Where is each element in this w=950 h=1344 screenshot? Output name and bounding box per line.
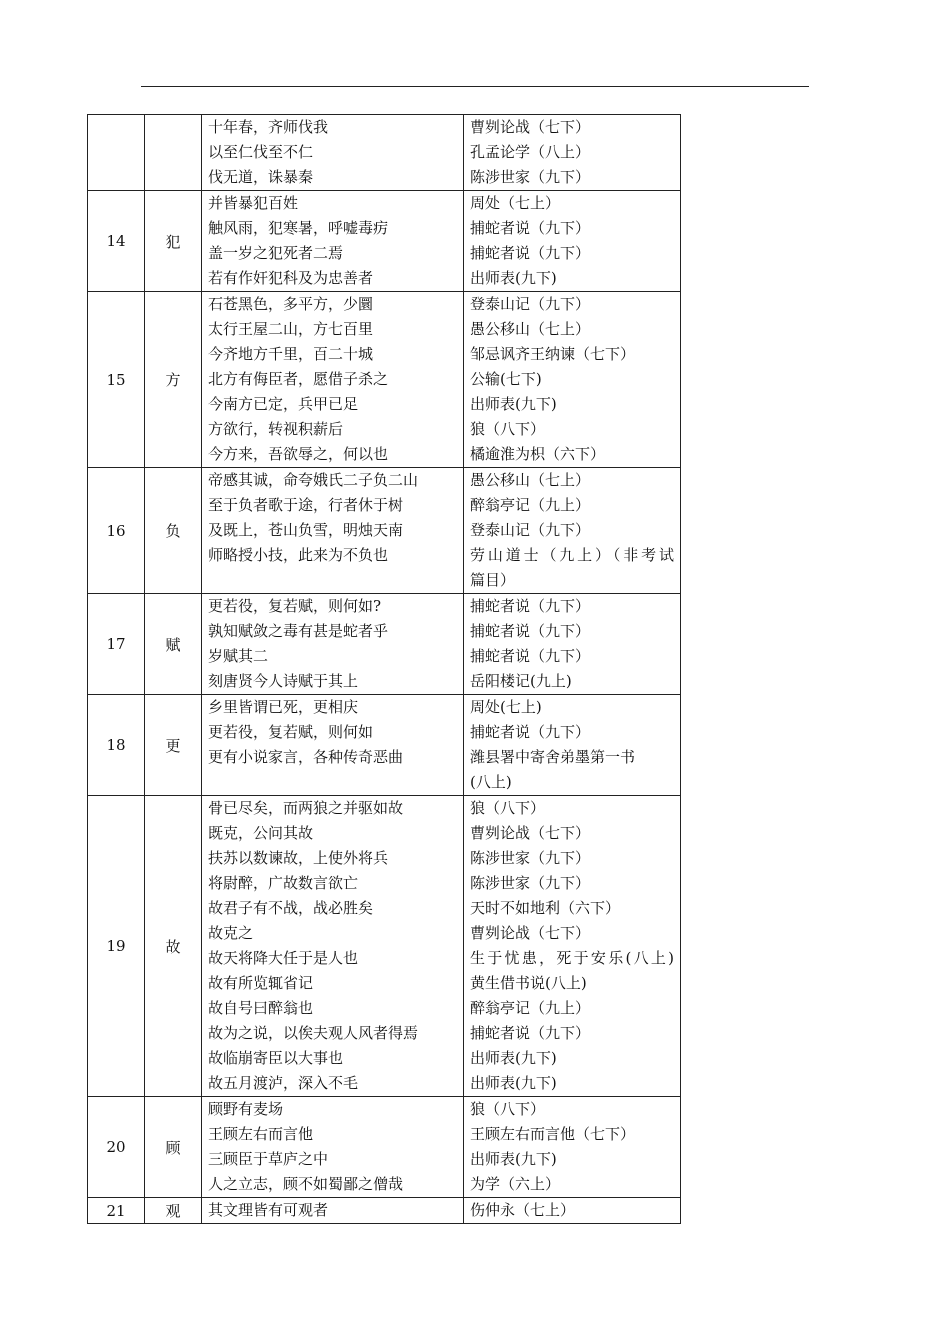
source-text: 捕蛇者说（九下） (470, 219, 591, 237)
example-sentences (202, 594, 464, 695)
entry-character: 顾 (145, 1097, 202, 1198)
entry-character: 故 (145, 796, 202, 1097)
example-sentence: 师略授小技，此来为不负也 (208, 546, 389, 564)
source-texts (464, 115, 681, 191)
table-row (88, 695, 681, 796)
source-text: 狼（八下） (470, 420, 546, 438)
example-sentence: 北方有侮臣者，愿借子杀之 (208, 370, 389, 388)
example-sentence: 盖一岁之犯死者二焉 (208, 244, 344, 262)
entry-number: 20 (88, 1097, 145, 1198)
source-text: 出师表(九下) (470, 1049, 557, 1067)
example-sentence: 并皆暴犯百姓 (208, 194, 299, 212)
example-sentences (202, 1198, 464, 1224)
example-sentence: 乡里皆谓已死，更相庆 (208, 698, 359, 716)
example-sentence: 故临崩寄臣以大事也 (208, 1049, 344, 1067)
source-texts (464, 695, 681, 796)
table-row (88, 292, 681, 468)
example-sentences (202, 115, 464, 191)
source-texts (464, 292, 681, 468)
source-text: 出师表(九下) (470, 1074, 557, 1092)
example-sentence: 故五月渡泸，深入不毛 (208, 1074, 359, 1092)
example-sentences (202, 695, 464, 796)
example-sentence: 至于负者歌于途，行者休于树 (208, 496, 404, 514)
source-text: 曹刿论战（七下） (470, 118, 591, 136)
example-sentence: 十年春，齐师伐我 (208, 118, 329, 136)
example-sentence: 石苍黑色，多平方，少圜 (208, 295, 374, 313)
vocabulary-table (87, 114, 681, 1224)
example-sentences (202, 292, 464, 468)
example-sentence: 刻唐贤今人诗赋于其上 (208, 672, 359, 690)
example-sentence: 今南方已定，兵甲已足 (208, 395, 359, 413)
entry-character: 观 (145, 1198, 202, 1224)
source-text: 周处（七上） (470, 194, 561, 212)
source-text: 公输(七下) (470, 370, 542, 388)
entry-number: 14 (88, 191, 145, 292)
example-sentence: 岁赋其二 (208, 647, 269, 665)
source-text: 生于忧患，死于安乐(八上) (470, 949, 674, 967)
source-text: 王顾左右而言他（七下） (470, 1125, 636, 1143)
entry-number: 18 (88, 695, 145, 796)
entry-character: 赋 (145, 594, 202, 695)
example-sentence: 故有所览辄省记 (208, 974, 314, 992)
source-text: 天时不如地利（六下） (470, 899, 621, 917)
table-row (88, 1097, 681, 1198)
example-sentence: 既克，公问其故 (208, 824, 314, 842)
source-text: (八上) (470, 773, 512, 791)
entry-character: 方 (145, 292, 202, 468)
source-text: 篇目） (470, 571, 516, 589)
example-sentence: 以至仁伐至不仁 (208, 143, 314, 161)
entry-number: 21 (88, 1198, 145, 1224)
source-text: 黄生借书说(八上) (470, 974, 587, 992)
source-text: 陈涉世家（九下） (470, 168, 591, 186)
entry-character (145, 115, 202, 191)
source-text: 出师表(九下) (470, 269, 557, 287)
example-sentence: 若有作奸犯科及为忠善者 (208, 269, 374, 287)
source-text: 狼（八下） (470, 799, 546, 817)
source-text: 登泰山记（九下） (470, 521, 591, 539)
source-text: 陈涉世家（九下） (470, 849, 591, 867)
source-text: 愚公移山（七上） (470, 471, 591, 489)
example-sentence: 骨已尽矣，而两狼之并驱如故 (208, 799, 404, 817)
source-text: 捕蛇者说（九下） (470, 723, 591, 741)
example-sentence: 扶苏以数谏故，上使外将兵 (208, 849, 389, 867)
source-text: 曹刿论战（七下） (470, 924, 591, 942)
source-text: 周处(七上) (470, 698, 542, 716)
example-sentence: 故克之 (208, 924, 254, 942)
entry-character: 负 (145, 468, 202, 594)
table-row (88, 191, 681, 292)
source-text: 邹忌讽齐王纳谏（七下） (470, 345, 636, 363)
source-text: 陈涉世家（九下） (470, 874, 591, 892)
example-sentence: 今齐地方千里，百二十城 (208, 345, 374, 363)
entry-number: 16 (88, 468, 145, 594)
source-text: 伤仲永（七上） (470, 1201, 576, 1219)
example-sentence: 顾野有麦场 (208, 1100, 284, 1118)
example-sentence: 将尉醉，广故数言欲亡 (208, 874, 359, 892)
source-text: 醉翁亭记（九上） (470, 999, 591, 1017)
source-text: 捕蛇者说（九下） (470, 622, 591, 640)
source-text: 愚公移山（七上） (470, 320, 591, 338)
example-sentence: 今方来，吾欲辱之，何以也 (208, 445, 389, 463)
entry-character: 更 (145, 695, 202, 796)
example-sentence: 方欲行，转视积薪后 (208, 420, 344, 438)
source-text: 为学（六上） (470, 1175, 561, 1193)
example-sentences (202, 468, 464, 594)
example-sentence: 其文理皆有可观者 (208, 1201, 329, 1219)
entry-number: 19 (88, 796, 145, 1097)
source-text: 出师表(九下) (470, 395, 557, 413)
entry-number (88, 115, 145, 191)
source-text: 捕蛇者说（九下） (470, 1024, 591, 1042)
source-text: 孔孟论学（八上） (470, 143, 591, 161)
example-sentence: 帝感其诚，命夸娥氏二子负二山 (208, 471, 419, 489)
entry-character: 犯 (145, 191, 202, 292)
example-sentences (202, 191, 464, 292)
source-text: 岳阳楼记(九上) (470, 672, 572, 690)
source-texts (464, 1097, 681, 1198)
source-text: 狼（八下） (470, 1100, 546, 1118)
source-text: 曹刿论战（七下） (470, 824, 591, 842)
example-sentence: 三顾臣于草庐之中 (208, 1150, 329, 1168)
entry-number: 17 (88, 594, 145, 695)
source-text: 登泰山记（九下） (470, 295, 591, 313)
source-texts (464, 1198, 681, 1224)
source-texts (464, 468, 681, 594)
example-sentence: 孰知赋敛之毒有甚是蛇者乎 (208, 622, 389, 640)
example-sentence: 故自号曰醉翁也 (208, 999, 314, 1017)
example-sentence: 更有小说家言，各种传奇恶曲 (208, 748, 404, 766)
example-sentences (202, 796, 464, 1097)
example-sentence: 故君子有不战，战必胜矣 (208, 899, 374, 917)
example-sentence: 太行王屋二山，方七百里 (208, 320, 374, 338)
source-text: 潍县署中寄舍弟墨第一书 (470, 748, 636, 766)
source-text: 醉翁亭记（九上） (470, 496, 591, 514)
table-row (88, 796, 681, 1097)
example-sentence: 更若役，复若赋，则何如 (208, 723, 374, 741)
table-row (88, 594, 681, 695)
example-sentence: 王顾左右而言他 (208, 1125, 314, 1143)
source-text: 出师表(九下) (470, 1150, 557, 1168)
source-texts (464, 796, 681, 1097)
source-text: 劳山道士（九上）（非考试 (470, 546, 674, 564)
source-text: 捕蛇者说（九下） (470, 597, 591, 615)
source-texts (464, 191, 681, 292)
source-text: 捕蛇者说（九下） (470, 647, 591, 665)
example-sentence: 人之立志，顾不如蜀鄙之僧哉 (208, 1175, 404, 1193)
example-sentence: 触风雨，犯寒暑，呼嘘毒疠 (208, 219, 389, 237)
example-sentence: 伐无道，诛暴秦 (208, 168, 314, 186)
example-sentences (202, 1097, 464, 1198)
source-texts (464, 594, 681, 695)
entry-number: 15 (88, 292, 145, 468)
table-row (88, 1198, 681, 1224)
header-rule (141, 86, 809, 87)
table-row (88, 468, 681, 594)
example-sentence: 故天将降大任于是人也 (208, 949, 359, 967)
table-row (88, 115, 681, 191)
example-sentence: 故为之说，以俟夫观人风者得焉 (208, 1024, 419, 1042)
example-sentence: 更若役，复若赋，则何如? (208, 597, 382, 615)
source-text: 橘逾淮为枳（六下） (470, 445, 606, 463)
example-sentence: 及既上，苍山负雪，明烛天南 (208, 521, 404, 539)
source-text: 捕蛇者说（九下） (470, 244, 591, 262)
